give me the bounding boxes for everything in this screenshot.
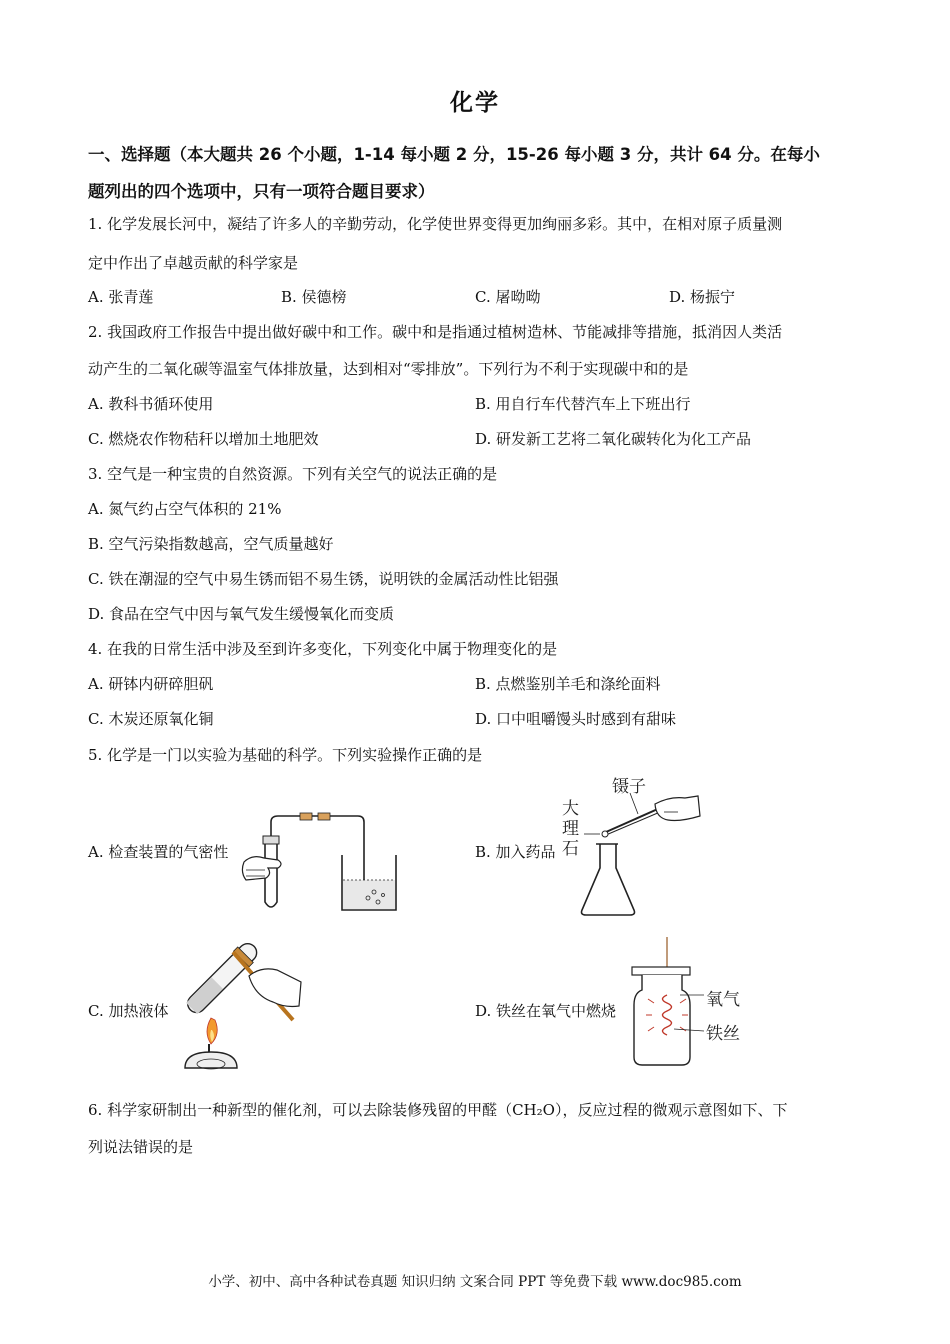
q1-option-b: B. 侯德榜 bbox=[281, 288, 347, 306]
q5-option-c: C. 加热液体 bbox=[88, 1002, 169, 1020]
page-footer: 小学、初中、高中各种试卷真题 知识归纳 文案合同 PPT 等免费下载 www.doc985.com bbox=[208, 1274, 742, 1290]
q1-stem-line2: 定中作出了卓越贡献的科学家是 bbox=[88, 254, 299, 272]
q2-option-b: B. 用自行车代替汽车上下班出行 bbox=[475, 395, 691, 413]
q2-stem-line2: 动产生的二氧化碳等温室气体排放量，达到相对“零排放”。下列行为不利于实现碳中和的是 bbox=[88, 360, 689, 378]
section-heading-line1: 一、选择题（本大题共 26 个小题，1-14 每小题 2 分，15-26 每小题 3 分，共计 64 分。在每小 bbox=[88, 145, 820, 164]
q3-option-d: D. 食品在空气中因与氧气发生缓慢氧化而变质 bbox=[88, 605, 395, 623]
q4-option-c: C. 木炭还原氧化铜 bbox=[88, 710, 214, 728]
q1-option-c: C. 屠呦呦 bbox=[475, 288, 541, 306]
q6-stem-line2: 列说法错误的是 bbox=[88, 1138, 194, 1156]
figure-airtightness-check bbox=[238, 810, 403, 915]
q5-stem: 5. 化学是一门以实验为基础的科学。下列实验操作正确的是 bbox=[88, 746, 483, 764]
q4-option-b: B. 点燃鉴别羊毛和涤纶面料 bbox=[475, 675, 661, 693]
q2-option-d: D. 研发新工艺将二氧化碳转化为化工产品 bbox=[475, 430, 752, 448]
label-marble-3: 石 bbox=[562, 839, 579, 859]
label-tweezers: 镊子 bbox=[612, 777, 646, 797]
section-heading-line2: 题列出的四个选项中，只有一项符合题目要求） bbox=[88, 182, 435, 201]
q1-stem-line1: 1. 化学发展长河中，凝结了许多人的辛勤劳动，化学使世界变得更加绚丽多彩。其中，在相对原子质量测 bbox=[88, 215, 783, 233]
label-iron-wire: 铁丝 bbox=[706, 1024, 740, 1044]
q1-option-d: D. 杨振宁 bbox=[669, 288, 736, 306]
q3-option-b: B. 空气污染指数越高，空气质量越好 bbox=[88, 535, 334, 553]
q3-option-a: A. 氮气约占空气体积的 21% bbox=[88, 500, 282, 518]
label-oxygen: 氧气 bbox=[706, 990, 740, 1010]
figure-adding-reagent bbox=[560, 770, 705, 918]
q5-option-b: B. 加入药品 bbox=[475, 843, 556, 861]
q6-stem-line1: 6. 科学家研制出一种新型的催化剂，可以去除装修残留的甲醛（CH₂O），反应过程的微观示意图如下、下 bbox=[88, 1101, 788, 1119]
q2-option-c: C. 燃烧农作物秸秆以增加土地肥效 bbox=[88, 430, 319, 448]
q4-option-d: D. 口中咀嚼馒头时感到有甜味 bbox=[475, 710, 677, 728]
q3-stem: 3. 空气是一种宝贵的自然资源。下列有关空气的说法正确的是 bbox=[88, 465, 498, 483]
q3-option-c: C. 铁在潮湿的空气中易生锈而铝不易生锈，说明铁的金属活动性比铝强 bbox=[88, 570, 559, 588]
q4-option-a: A. 研钵内研碎胆矾 bbox=[88, 675, 214, 693]
q2-option-a: A. 教科书循环使用 bbox=[88, 395, 214, 413]
label-marble-1: 大 bbox=[562, 799, 579, 819]
q4-stem: 4. 在我的日常生活中涉及至到许多变化，下列变化中属于物理变化的是 bbox=[88, 640, 558, 658]
q5-option-a: A. 检查装置的气密性 bbox=[88, 843, 229, 861]
figure-iron-wire-burning bbox=[630, 935, 750, 1070]
label-marble-2: 理 bbox=[562, 819, 579, 839]
q1-option-a: A. 张青莲 bbox=[88, 288, 154, 306]
q5-option-d: D. 铁丝在氧气中燃烧 bbox=[475, 1002, 617, 1020]
page-title: 化学 bbox=[450, 90, 500, 116]
figure-heating-liquid bbox=[165, 948, 305, 1073]
q2-stem-line1: 2. 我国政府工作报告中提出做好碳中和工作。碳中和是指通过植树造林、节能减排等措施，抵消因人类活 bbox=[88, 323, 783, 341]
